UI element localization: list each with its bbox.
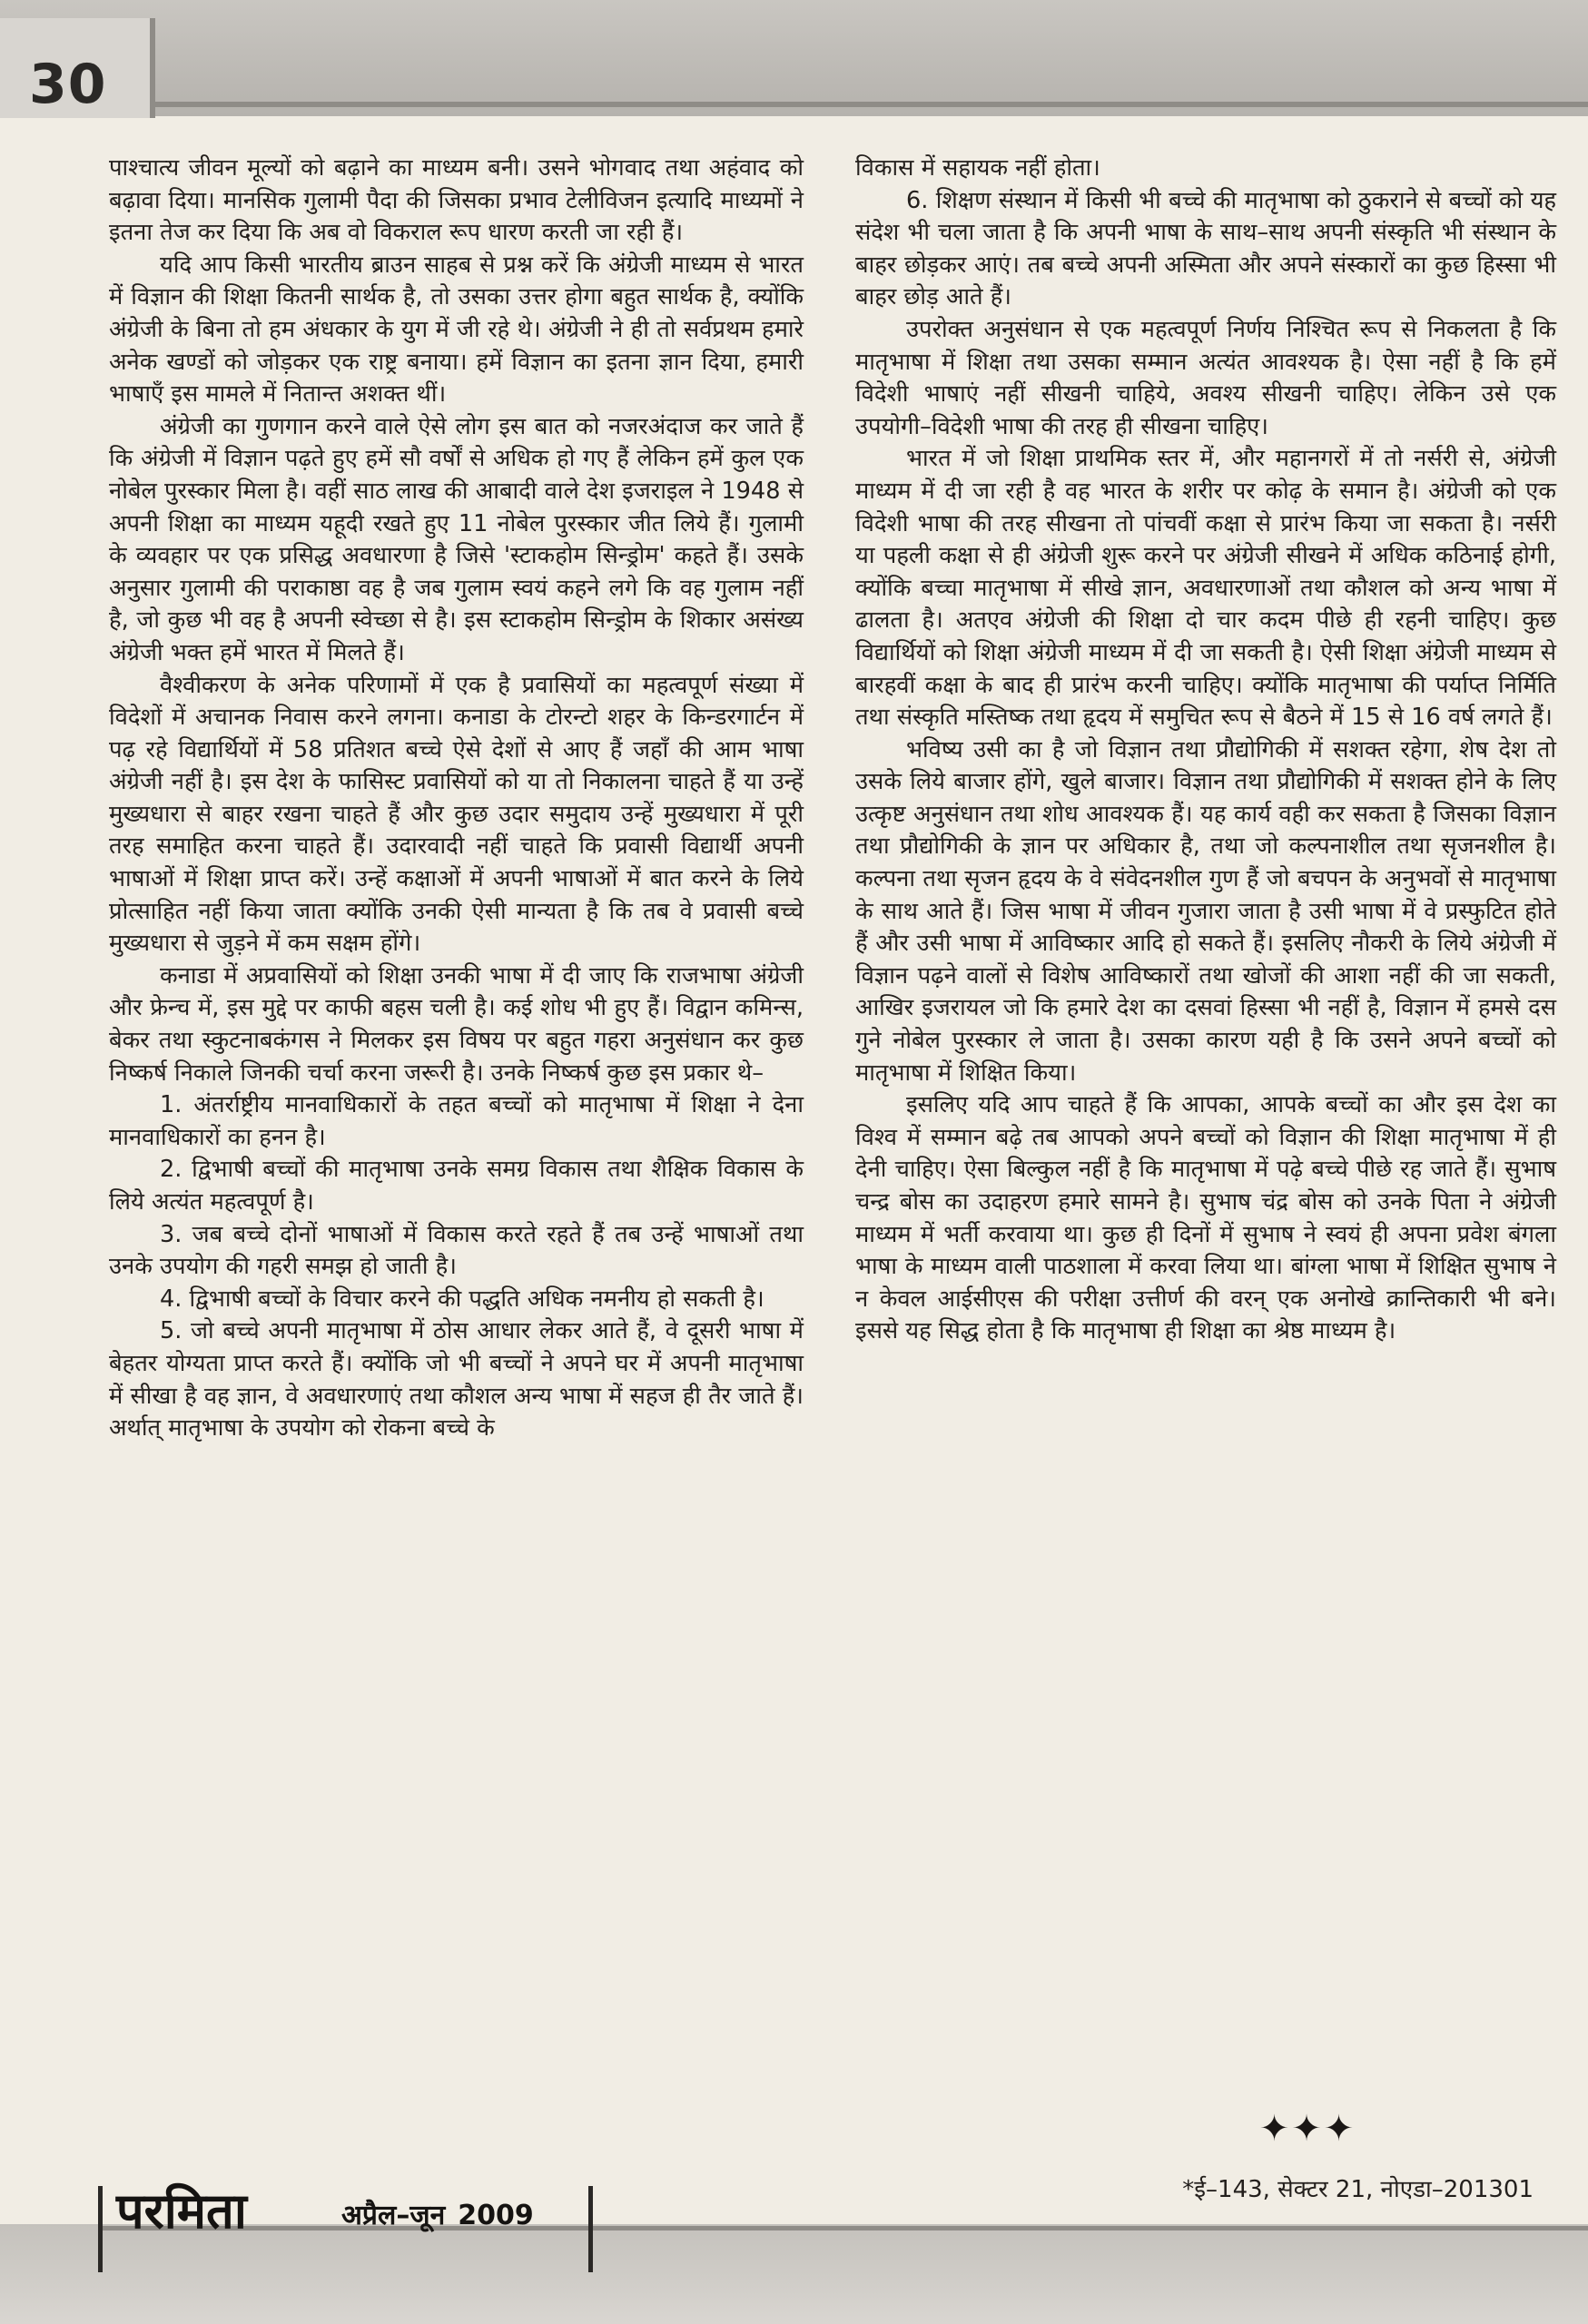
- paragraph: भारत में जो शिक्षा प्राथमिक स्तर में, और महानगरों में तो नर्सरी से, अंग्रेजी माध्यम में दी जा रही है वह भारत के शरीर पर कोढ़ के समान है। अंग्रेजी को एक विदेशी भाषा की तरह सीखना तो पांचवीं कक्षा से प्रारंभ किया जा सकता है। नर्सरी या पहली कक्षा से ही अंग्रेजी शुरू करने पर अंग्रेजी सीखने में अधिक कठिनाई होगी, क्योंकि बच्चा मातृभाषा में सीखे ज्ञान, अवधारणाओं तथा कौशल को अन्य भाषा में ढालता है। अतएव अंग्रेजी की शिक्षा दो चार कदम पीछे ही रहनी चाहिए। कुछ विद्यार्थियों को शिक्षा अंग्रेजी माध्यम में दी जा सकती है। ऐसी शिक्षा अंग्रेजी माध्यम से बारहवीं कक्षा के बाद ही प्रारंभ करनी चाहिए। क्योंकि मातृभाषा की पर्याप्त निर्मिति तथा संस्कृति मस्तिष्क तथा हृदय में समुचित रूप से बैठने में 15 से 16 वर्ष लगते हैं।: [855, 445, 1556, 732]
- footer-divider: [98, 2186, 103, 2272]
- paragraph: कनाडा में अप्रवासियों को शिक्षा उनकी भाषा में दी जाए कि राजभाषा अंग्रेजी और फ्रेन्च में, इस मुद्दे पर काफी बहस चली है। कई शोध भी हुए हैं। विद्वान कमिन्स, बेकर तथा स्कुटनाबकंगस ने मिलकर इस विषय पर बहुत गहरा अनुसंधान कर कुछ निष्कर्ष निकाले जिनकी चर्चा करना जरूरी है। उनके निष्कर्ष कुछ इस प्रकार थे–: [109, 961, 804, 1087]
- issue-date: [341, 2195, 534, 2232]
- paragraph: वैश्वीकरण के अनेक परिणामों में एक है प्रवासियों का महत्वपूर्ण संख्या में विदेशों में अचानक निवास करने लगना। कनाडा के टोरन्टो शहर के किन्डरगार्टन में पढ़ रहे विद्यार्थियों में 58 प्रतिशत बच्चे ऐसे देशों से आए हैं जहाँ की आम भाषा अंग्रेजी नहीं है। इस देश के फासिस्ट प्रवासियों को या तो निकालना चाहते हैं या उन्हें मुख्यधारा से बाहर रखना चाहते हैं और कुछ उदार समुदाय उन्हें मुख्यधारा में पूरी तरह समाहित करना चाहते हैं। उदारवादी नहीं चाहते कि प्रवासी विद्यार्थी अपनी भाषाओं में शिक्षा प्राप्त करें। उन्हें कक्षाओं में अपनी भाषाओं में बात करने के लिये प्रोत्साहित नहीं किया जाता क्योंकि उनकी ऐसी मान्यता है कि तब वे प्रवासी बच्चे मुख्यधारा से जुड़ने में कम सक्षम होंगे।: [109, 671, 804, 958]
- list-item: 4. द्विभाषी बच्चों के विचार करने की पद्धति अधिक नमनीय हो सकती है।: [160, 1285, 764, 1313]
- paragraph: अंग्रेजी का गुणगान करने वाले ऐसे लोग इस बात को नजरअंदाज कर जाते हैं कि अंग्रेजी में विज्ञान पढ़ते हुए हमें सौ वर्षों से अधिक हो गए हैं लेकिन हमें कुल एक नोबेल पुरस्कार मिला है। वहीं साठ लाख की आबादी वाले देश इजराइल ने 1948 से अपनी शिक्षा का माध्यम यहूदी रखते हुए 11 नोबेल पुरस्कार जीत लिये हैं। गुलामी के व्यवहार पर एक प्रसिद्ध अवधारणा है जिसे 'स्टाकहोम सिन्ड्रोम' कहते हैं। उसके अनुसार गुलामी की पराकाष्ठा वह है जब गुलाम स्वयं कहने लगे कि वह गुलाम नहीं है, जो कुछ भी वह है अपनी स्वेच्छा से है। इस स्टाकहोम सिन्ड्रोम के शिकार असंख्य अंग्रेजी भक्त हमें भारत में मिलते हैं।: [109, 412, 804, 666]
- ornament-stars-icon: ✦✦✦: [1258, 2108, 1356, 2150]
- magazine-name: परमिता: [116, 2181, 247, 2240]
- footer-divider: [588, 2186, 593, 2272]
- list-item: 3. जब बच्चे दोनों भाषाओं में विकास करते रहते हैं तब उन्हें भाषाओं तथा उनके उपयोग की गहरी समझ हो जाती है।: [109, 1220, 804, 1281]
- paragraph: यदि आप किसी भारतीय ब्राउन साहब से प्रश्न करें कि अंग्रेजी माध्यम से भारत में विज्ञान की शिक्षा कितनी सार्थक है, तो उसका उत्तर होगा बहुत सार्थक है, क्योंकि अंग्रेजी के बिना तो हम अंधकार के युग में जी रहे थे। अंग्रेजी ने ही तो सर्वप्रथम हमारे अनेक खण्डों को जोड़कर एक राष्ट्र बनाया। हमें विज्ञान का इतना ज्ञान दिया, हमारी भाषाएँ इस मामले में नितान्त अशक्त थीं।: [109, 251, 804, 409]
- paragraph-continuation: विकास में सहायक नहीं होता।: [855, 154, 1100, 182]
- paragraph: भविष्य उसी का है जो विज्ञान तथा प्रौद्योगिकी में सशक्त रहेगा, शेष देश तो उसके लिये बाजार होंगे, खुले बाजार। विज्ञान तथा प्रौद्योगिकी में सशक्त होने के लिए उत्कृष्ट अनुसंधान तथा शोध आवश्यक हैं। यह कार्य वही कर सकता है जिसका विज्ञान तथा प्रौद्योगिकी के ज्ञान पर अधिकार है, तथा जो कल्पनाशील तथा सृजनशील है। कल्पना तथा सृजन हृदय के वे संवेदनशील गुण हैं जो बचपन के अनुभवों से मातृभाषा के साथ आते हैं। जिस भाषा में जीवन गुजारा जाता है उसी भाषा में वे प्रस्फुटित होते हैं और उसी भाषा में आविष्कार आदि हो सकते हैं। इसलिए नौकरी के लिये अंग्रेजी में विज्ञान पढ़ने वालों से विशेष आविष्कारों तथा खोजों की आशा नहीं की जा सकती, आखिर इजरायल जो कि हमारे देश का दसवां हिस्सा भी नहीं है, विज्ञान में हमसे दस गुने नोबेल पुरस्कार ले जाता है। उसका कारण यही है कि उसने अपने बच्चों को मातृभाषा में शिक्षित किया।: [855, 735, 1556, 1087]
- footer-rule: [100, 2226, 1588, 2230]
- page-number: 30: [29, 53, 107, 116]
- author-address: *ई–143, सेक्टर 21, नोएडा–201301: [1182, 2176, 1534, 2203]
- article-left-column: [109, 153, 804, 1445]
- paragraph: पाश्चात्य जीवन मूल्यों को बढ़ाने का माध्यम बनी। उसने भोगवाद तथा अहंवाद को बढ़ावा दिया। मानसिक गुलामी पैदा की जिसका प्रभाव टेलीविजन इत्यादि माध्यमों ने इतना तेज कर दिया कि अब वो विकराल रूप धारण करती जा रही हैं।: [109, 154, 804, 247]
- header-band: [0, 0, 1588, 116]
- list-item: 5. जो बच्चे अपनी मातृभाषा में ठोस आधार लेकर आते हैं, वे दूसरी भाषा में बेहतर योग्यता प्राप्त करते हैं। क्योंकि जो भी बच्चों ने अपने घर में अपनी मातृभाषा में सीखा है वह ज्ञान, वे अवधारणाएं तथा कौशल अन्य भाषा में सहज ही तैर जाते हैं। अर्थात् मातृभाषा के उपयोग को रोकना बच्चे के: [109, 1317, 804, 1443]
- paragraph: इसलिए यदि आप चाहते हैं कि आपका, आपके बच्चों का और इस देश का विश्व में सम्मान बढ़े तब आपको अपने बच्चों को विज्ञान की शिक्षा मातृभाषा में ही देनी चाहिए। ऐसा बिल्कुल नहीं है कि मातृभाषा में पढ़े बच्चे पीछे रह जाते हैं। सुभाष चन्द्र बोस का उदाहरण हमारे सामने है। सुभाष चंद्र बोस को उनके पिता ने अंग्रेजी माध्यम में भर्ती करवाया था। कुछ ही दिनों में सुभाष ने स्वयं ही अपना प्रवेश बंगला भाषा के माध्यम वाली पाठशाला में करवा लिया था। बांग्ला भाषा में शिक्षित सुभाष ने न केवल आईसीएस की परीक्षा उत्तीर्ण की वरन् एक अनोखे क्रान्तिकारी भी बने। इससे यह सिद्ध होता है कि मातृभाषा ही शिक्षा का श्रेष्ठ माध्यम है।: [855, 1091, 1556, 1345]
- paragraph: उपरोक्त अनुसंधान से एक महत्वपूर्ण निर्णय निश्चित रूप से निकलता है कि मातृभाषा में शिक्षा तथा उसका सम्मान अत्यंत आवश्यक है। ऐसा नहीं है कि हमें विदेशी भाषाएं नहीं सीखनी चाहिये, अवश्य सीखनी चाहिए। लेकिन उसे एक उपयोगी–विदेशी भाषा की तरह ही सीखना चाहिए।: [855, 315, 1556, 440]
- issue-year: 2009: [458, 2200, 534, 2231]
- issue-months: अप्रैल–जून: [341, 2200, 446, 2231]
- list-item: 6. शिक्षण संस्थान में किसी भी बच्चे की मातृभाषा को ठुकराने से बच्चों को यह संदेश भी चला जाता है कि अपनी भाषा के साथ–साथ अपनी संस्कृति भी संस्थान के बाहर छोड़कर आएं। तब बच्चे अपनी अस्मिता और अपने संस्कारों का कुछ हिस्सा भी बाहर छोड़ आते हैं।: [855, 186, 1556, 311]
- header-rule: [154, 102, 1588, 107]
- list-item: 1. अंतर्राष्ट्रीय मानवाधिकारों के तहत बच्चों को मातृभाषा में शिक्षा ने देना मानवाधिकारों का हनन है।: [109, 1091, 804, 1151]
- list-item: 2. द्विभाषी बच्चों की मातृभाषा उनके समग्र विकास तथा शैक्षिक विकास के लिये अत्यंत महत्वपूर्ण है।: [109, 1156, 804, 1216]
- article-right-column: [855, 153, 1556, 1348]
- page-number-box: [0, 18, 155, 118]
